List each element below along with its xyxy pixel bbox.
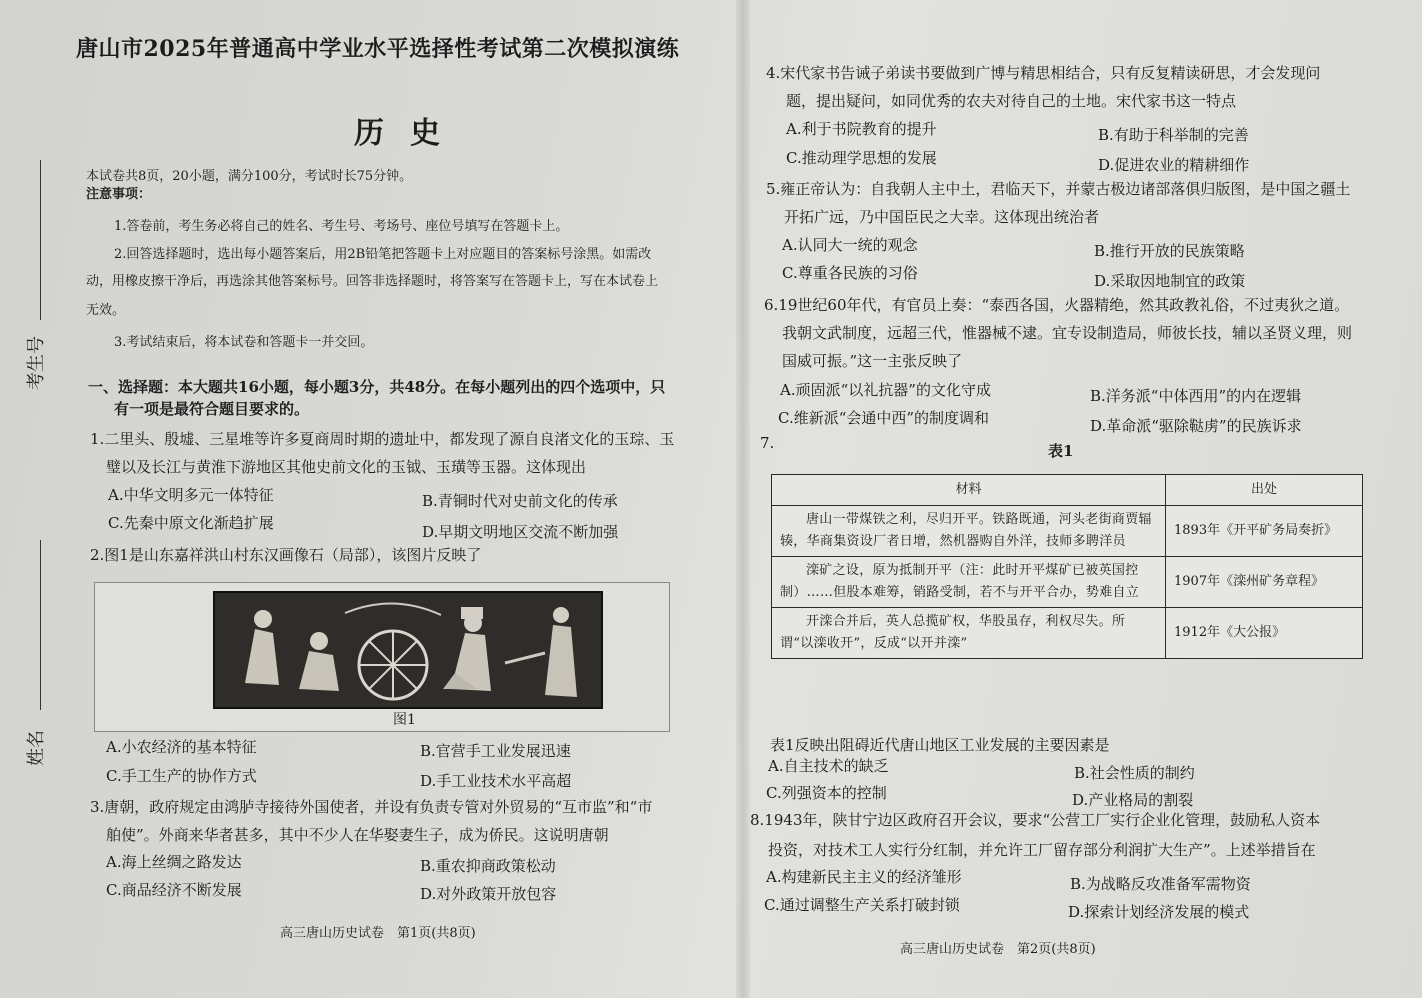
- q1-stem-line-1: 1.二里头、殷墟、三星堆等许多夏商周时期的遗址中，都发现了源自良渚文化的玉琮、玉: [90, 430, 675, 448]
- page-fold: [736, 0, 750, 998]
- q2-option-a[interactable]: A.小农经济的基本特征: [106, 738, 257, 756]
- q3-option-a[interactable]: A.海上丝绸之路发达: [106, 853, 242, 871]
- q2-option-d[interactable]: D.手工业技术水平高超: [420, 772, 572, 790]
- q8-stem-line-2: 投资，对技术工人实行分红制，并允许工厂留存部分利润扩大生产”。上述举措旨在: [768, 841, 1316, 859]
- q3-option-d[interactable]: D.对外政策开放包容: [420, 885, 557, 903]
- q4-stem-line-1: 4.宋代家书告诫子弟读书要做到广博与精思相结合，只有反复精读研思，才会发现问: [766, 64, 1321, 82]
- table-row: [772, 557, 1363, 608]
- q3-stem-line-1: 3.唐朝，政府规定由鸿胪寺接待外国使者，并设有负责专管对外贸易的“互市监”和“市: [90, 798, 653, 816]
- exam-intro: 本试卷共8页，20小题，满分100分，考试时长75分钟。: [86, 169, 413, 184]
- note-1: 1.答卷前，考生务必将自己的姓名、考生号、考场号、座位号填写在答题卡上。: [114, 219, 569, 234]
- exam-no-label: 考生号: [26, 336, 47, 390]
- q2-stem: 2.图1是山东嘉祥洪山村东汉画像石（局部），该图片反映了: [90, 546, 482, 564]
- q1-option-b[interactable]: B.青铜时代对史前文化的传承: [422, 492, 618, 510]
- q4-option-d[interactable]: D.促进农业的精耕细作: [1098, 156, 1250, 174]
- notes-heading: 注意事项：: [86, 187, 152, 202]
- q3-option-c[interactable]: C.商品经济不断发展: [106, 881, 242, 899]
- q1-stem-line-2: 璧以及长江与黄淮下游地区其他史前文化的玉钺、玉璜等玉器。这体现出: [106, 458, 587, 476]
- q1-option-d[interactable]: D.早期文明地区交流不断加强: [422, 523, 619, 541]
- table-1-title: 表1: [1048, 442, 1074, 460]
- han-stone-relief-image: [213, 591, 603, 709]
- q2-option-b[interactable]: B.官营手工业发展迅速: [420, 742, 571, 760]
- q3-option-b[interactable]: B.重农抑商政策松动: [420, 857, 556, 875]
- q4-stem-line-2: 题，提出疑问，如同优秀的农夫对待自己的土地。宋代家书这一特点: [786, 92, 1237, 110]
- q6-stem-line-3: 国威可振。”这一主张反映了: [782, 352, 963, 370]
- figure-1-frame: [94, 582, 670, 732]
- q7-option-a[interactable]: A.自主技术的缺乏: [768, 757, 889, 775]
- table-header-row: [772, 475, 1363, 506]
- q4-option-c[interactable]: C.推动理学思想的发展: [786, 149, 937, 167]
- table-1: [771, 474, 1363, 659]
- q6-stem-line-2: 我朝文武制度，远超三代，惟器械不逮。宜专设制造局，师彼长技，辅以圣贤义理，则: [782, 324, 1353, 342]
- q6-option-d[interactable]: D.革命派“驱除鞑虏”的民族诉求: [1090, 417, 1302, 435]
- q7-option-b[interactable]: B.社会性质的制约: [1074, 764, 1195, 782]
- table-cell-source: 1907年《滦州矿务章程》: [1166, 557, 1363, 608]
- q8-stem-line-1: 8.1943年，陕甘宁边区政府召开会议，要求“公营工厂实行企业化管理，鼓励私人资本: [750, 811, 1321, 829]
- q8-option-d[interactable]: D.探索计划经济发展的模式: [1068, 903, 1250, 921]
- q5-stem-line-1: 5.雍正帝认为：自我朝人主中土，君临天下，并蒙古极边诸部落俱归版图，是中国之疆土: [766, 180, 1351, 198]
- q6-option-c[interactable]: C.维新派“会通中西”的制度调和: [778, 409, 990, 427]
- q7-number: 7.: [760, 434, 775, 452]
- q5-option-c[interactable]: C.尊重各民族的习俗: [782, 264, 918, 282]
- exam-title: 唐山市2025年普通高中学业水平选择性考试第二次模拟演练: [76, 36, 680, 62]
- q4-option-b[interactable]: B.有助于科举制的完善: [1098, 126, 1249, 144]
- q7-stem: 表1反映出阻碍近代唐山地区工业发展的主要因素是: [770, 736, 1110, 754]
- note-2-cont: 动，用橡皮擦干净后，再选涂其他答案标号。回答非选择题时，将答案写在答题卡上，写在本试卷上: [86, 274, 659, 289]
- q1-option-c[interactable]: C.先秦中原文化渐趋扩展: [108, 514, 274, 532]
- figure-1-caption: 图1: [393, 712, 416, 728]
- table-header-material: 材料: [772, 475, 1166, 506]
- exam-no-line: [40, 160, 41, 320]
- table-cell-source: 1893年《开平矿务局奏折》: [1166, 506, 1363, 557]
- footer-right: 高三唐山历史试卷 第2页(共8页): [900, 942, 1096, 957]
- section-1-heading: 一、选择题：本大题共16小题，每小题3分，共48分。在每小题列出的四个选项中，只: [88, 378, 666, 396]
- q5-option-d[interactable]: D.采取因地制宜的政策: [1094, 272, 1246, 290]
- q6-stem-line-1: 6.19世纪60年代，有官员上奏：“泰西各国，火器精绝，然其政教礼俗，不过夷狄之道。: [764, 296, 1350, 314]
- section-1-heading-cont: 有一项是最符合题目要求的。: [114, 400, 310, 418]
- q3-stem-line-2: 舶使”。外商来华者甚多，其中不少人在华娶妻生子，成为侨民。这说明唐朝: [106, 826, 609, 844]
- table-row: [772, 608, 1363, 659]
- q4-option-a[interactable]: A.利于书院教育的提升: [786, 120, 937, 138]
- table-row: [772, 506, 1363, 557]
- q6-option-a[interactable]: A.顽固派“以礼抗器”的文化守成: [780, 381, 991, 399]
- q5-option-a[interactable]: A.认同大一统的观念: [782, 236, 918, 254]
- q5-stem-line-2: 开拓广远，乃中国臣民之大幸。这体现出统治者: [784, 208, 1100, 226]
- q5-option-b[interactable]: B.推行开放的民族策略: [1094, 242, 1245, 260]
- q6-option-b[interactable]: B.洋务派“中体西用”的内在逻辑: [1090, 387, 1302, 405]
- q1-option-a[interactable]: A.中华文明多元一体特征: [108, 486, 274, 504]
- table-cell-material: 唐山一带煤铁之利，尽归开平。铁路既通，河头老街商贾辐辏，华商集资设厂者日增，然机器购自外洋，技师多聘洋员: [772, 506, 1166, 557]
- footer-left: 高三唐山历史试卷 第1页(共8页): [280, 926, 476, 941]
- table-cell-source: 1912年《大公报》: [1166, 608, 1363, 659]
- name-label: 姓名: [26, 730, 47, 766]
- note-2: 2.回答选择题时，选出每小题答案后，用2B铅笔把答题卡上对应题目的答案标号涂黑。如需改: [114, 247, 652, 262]
- stone-relief-figures: [215, 593, 601, 707]
- table-cell-material: 开滦合并后，英人总揽矿权，华股虽存，利权尽失。所谓“以滦收开”，反成“以开并滦”: [772, 608, 1166, 659]
- q7-option-d[interactable]: D.产业格局的割裂: [1072, 791, 1194, 809]
- q8-option-c[interactable]: C.通过调整生产关系打破封锁: [764, 896, 960, 914]
- subject-title: 历史: [354, 116, 466, 151]
- q8-option-b[interactable]: B.为战略反攻准备军需物资: [1070, 875, 1251, 893]
- q8-option-a[interactable]: A.构建新民主主义的经济雏形: [766, 868, 962, 886]
- name-line: [40, 540, 41, 710]
- q2-option-c[interactable]: C.手工生产的协作方式: [106, 767, 257, 785]
- table-header-source: 出处: [1166, 475, 1363, 506]
- note-3: 3.考试结束后，将本试卷和答题卡一并交回。: [114, 335, 374, 350]
- note-2-end: 无效。: [86, 303, 126, 318]
- q7-option-c[interactable]: C.列强资本的控制: [766, 784, 887, 802]
- table-cell-material: 滦矿之设，原为抵制开平（注：此时开平煤矿已被英国控制）……但股本难筹，销路受制，若不与开平合办，势难自立: [772, 557, 1166, 608]
